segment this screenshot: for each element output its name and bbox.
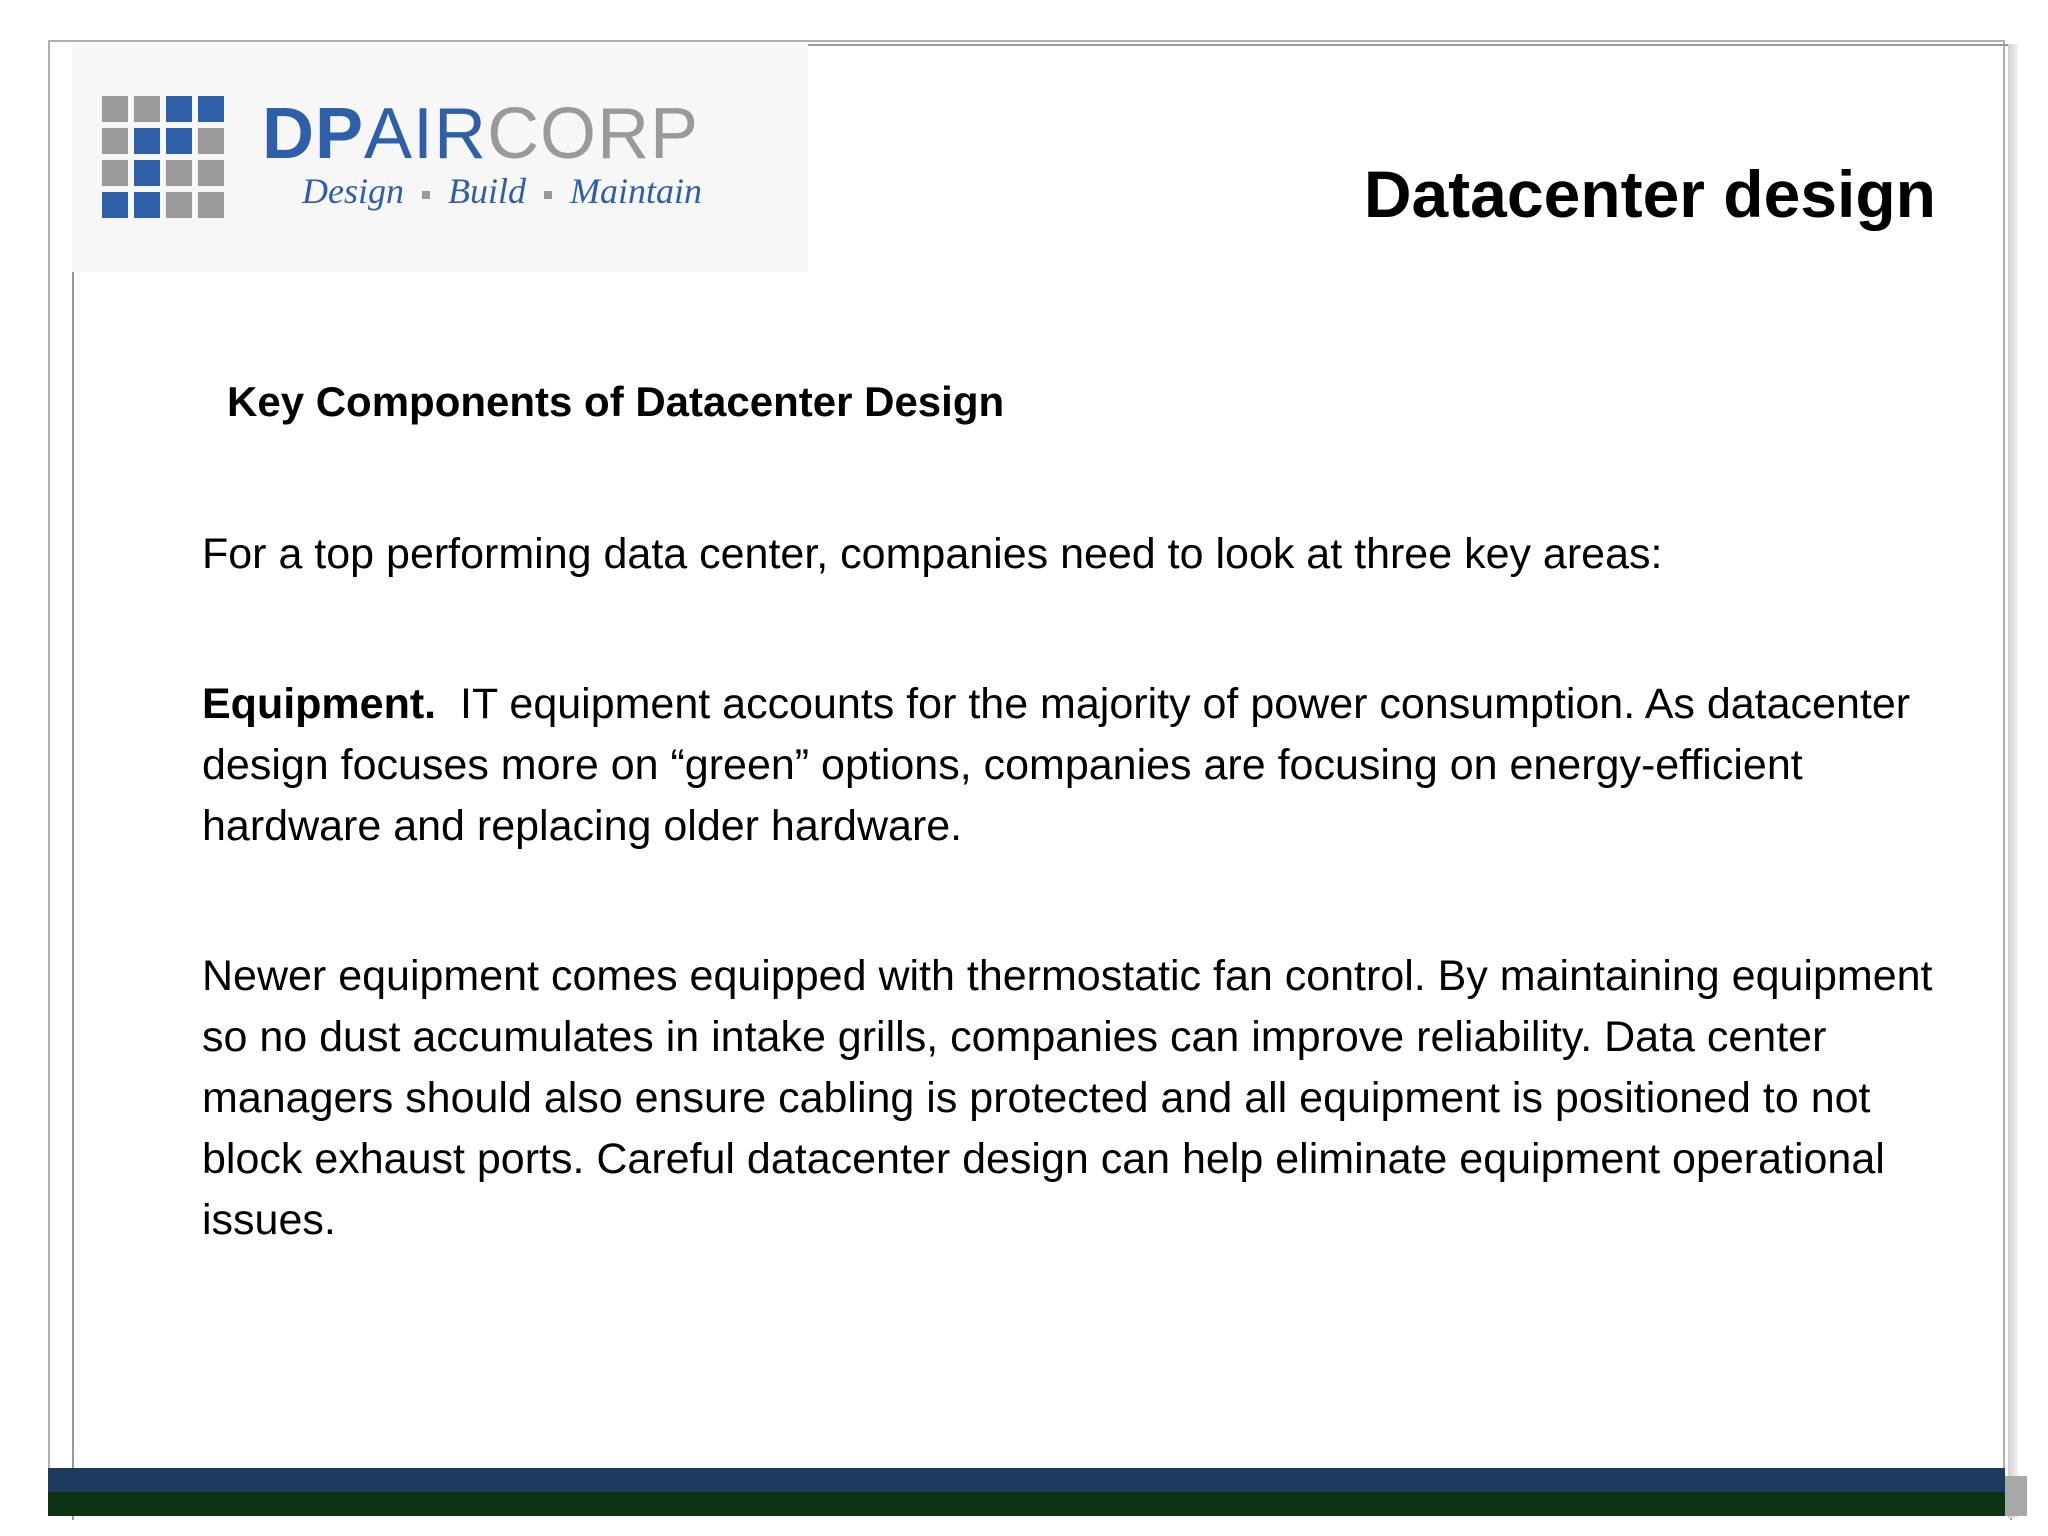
logo-square: [134, 192, 160, 218]
logo-dp: DP: [262, 94, 365, 174]
tagline-maintain: Maintain: [570, 171, 702, 211]
logo-square: [198, 96, 224, 122]
logo-square: [166, 96, 192, 122]
logo-square: [198, 192, 224, 218]
equipment-paragraph: [202, 674, 1942, 857]
slide-title: Datacenter design: [1363, 157, 1936, 231]
intro-paragraph: For a top performing data center, companies need to look at three key areas:: [202, 530, 1663, 578]
logo-square: [134, 96, 160, 122]
logo-square: [102, 128, 128, 154]
logo-grid-icon: [102, 96, 224, 218]
logo-square: [102, 192, 128, 218]
tagline-separator: [544, 191, 552, 199]
company-logo: [72, 44, 808, 272]
logo-square: [102, 96, 128, 122]
tagline-separator: [422, 191, 430, 199]
footer-corner: [2005, 1476, 2027, 1516]
logo-wordmark: [262, 94, 699, 174]
logo-square: [134, 160, 160, 186]
logo-square: [102, 160, 128, 186]
footer-band-green: [48, 1492, 2005, 1516]
logo-square: [166, 192, 192, 218]
logo-square: [134, 128, 160, 154]
section-subtitle: Key Components of Datacenter Design: [227, 378, 1005, 425]
logo-tagline: [302, 170, 702, 212]
slide-shadow: [2008, 44, 2018, 1518]
tagline-build: Build: [448, 171, 526, 211]
logo-square: [198, 160, 224, 186]
equipment-lead: Equipment.: [202, 680, 437, 728]
logo-square: [166, 128, 192, 154]
footer-band-blue: [48, 1468, 2005, 1492]
logo-air: AIR: [364, 94, 488, 174]
newer-equipment-paragraph: Newer equipment comes equipped with thermostatic fan control. By maintaining equipment so no dust accumulates in intake grills, companies can improve reliability. Data center managers should also ensure cabling is protected and all equipment is positioned to not block exhaust ports. Careful datacenter design can help eliminate equipment operational issues.: [202, 952, 1933, 1244]
tagline-design: Design: [302, 171, 404, 211]
logo-corp: CORP: [487, 94, 700, 174]
logo-square: [166, 160, 192, 186]
logo-square: [198, 128, 224, 154]
equipment-body: IT equipment accounts for the majority of power consumption. As datacenter design focuses more on “green” options, companies are focusing on energy-efficient hardware and replacing older hardware.: [202, 680, 1911, 850]
